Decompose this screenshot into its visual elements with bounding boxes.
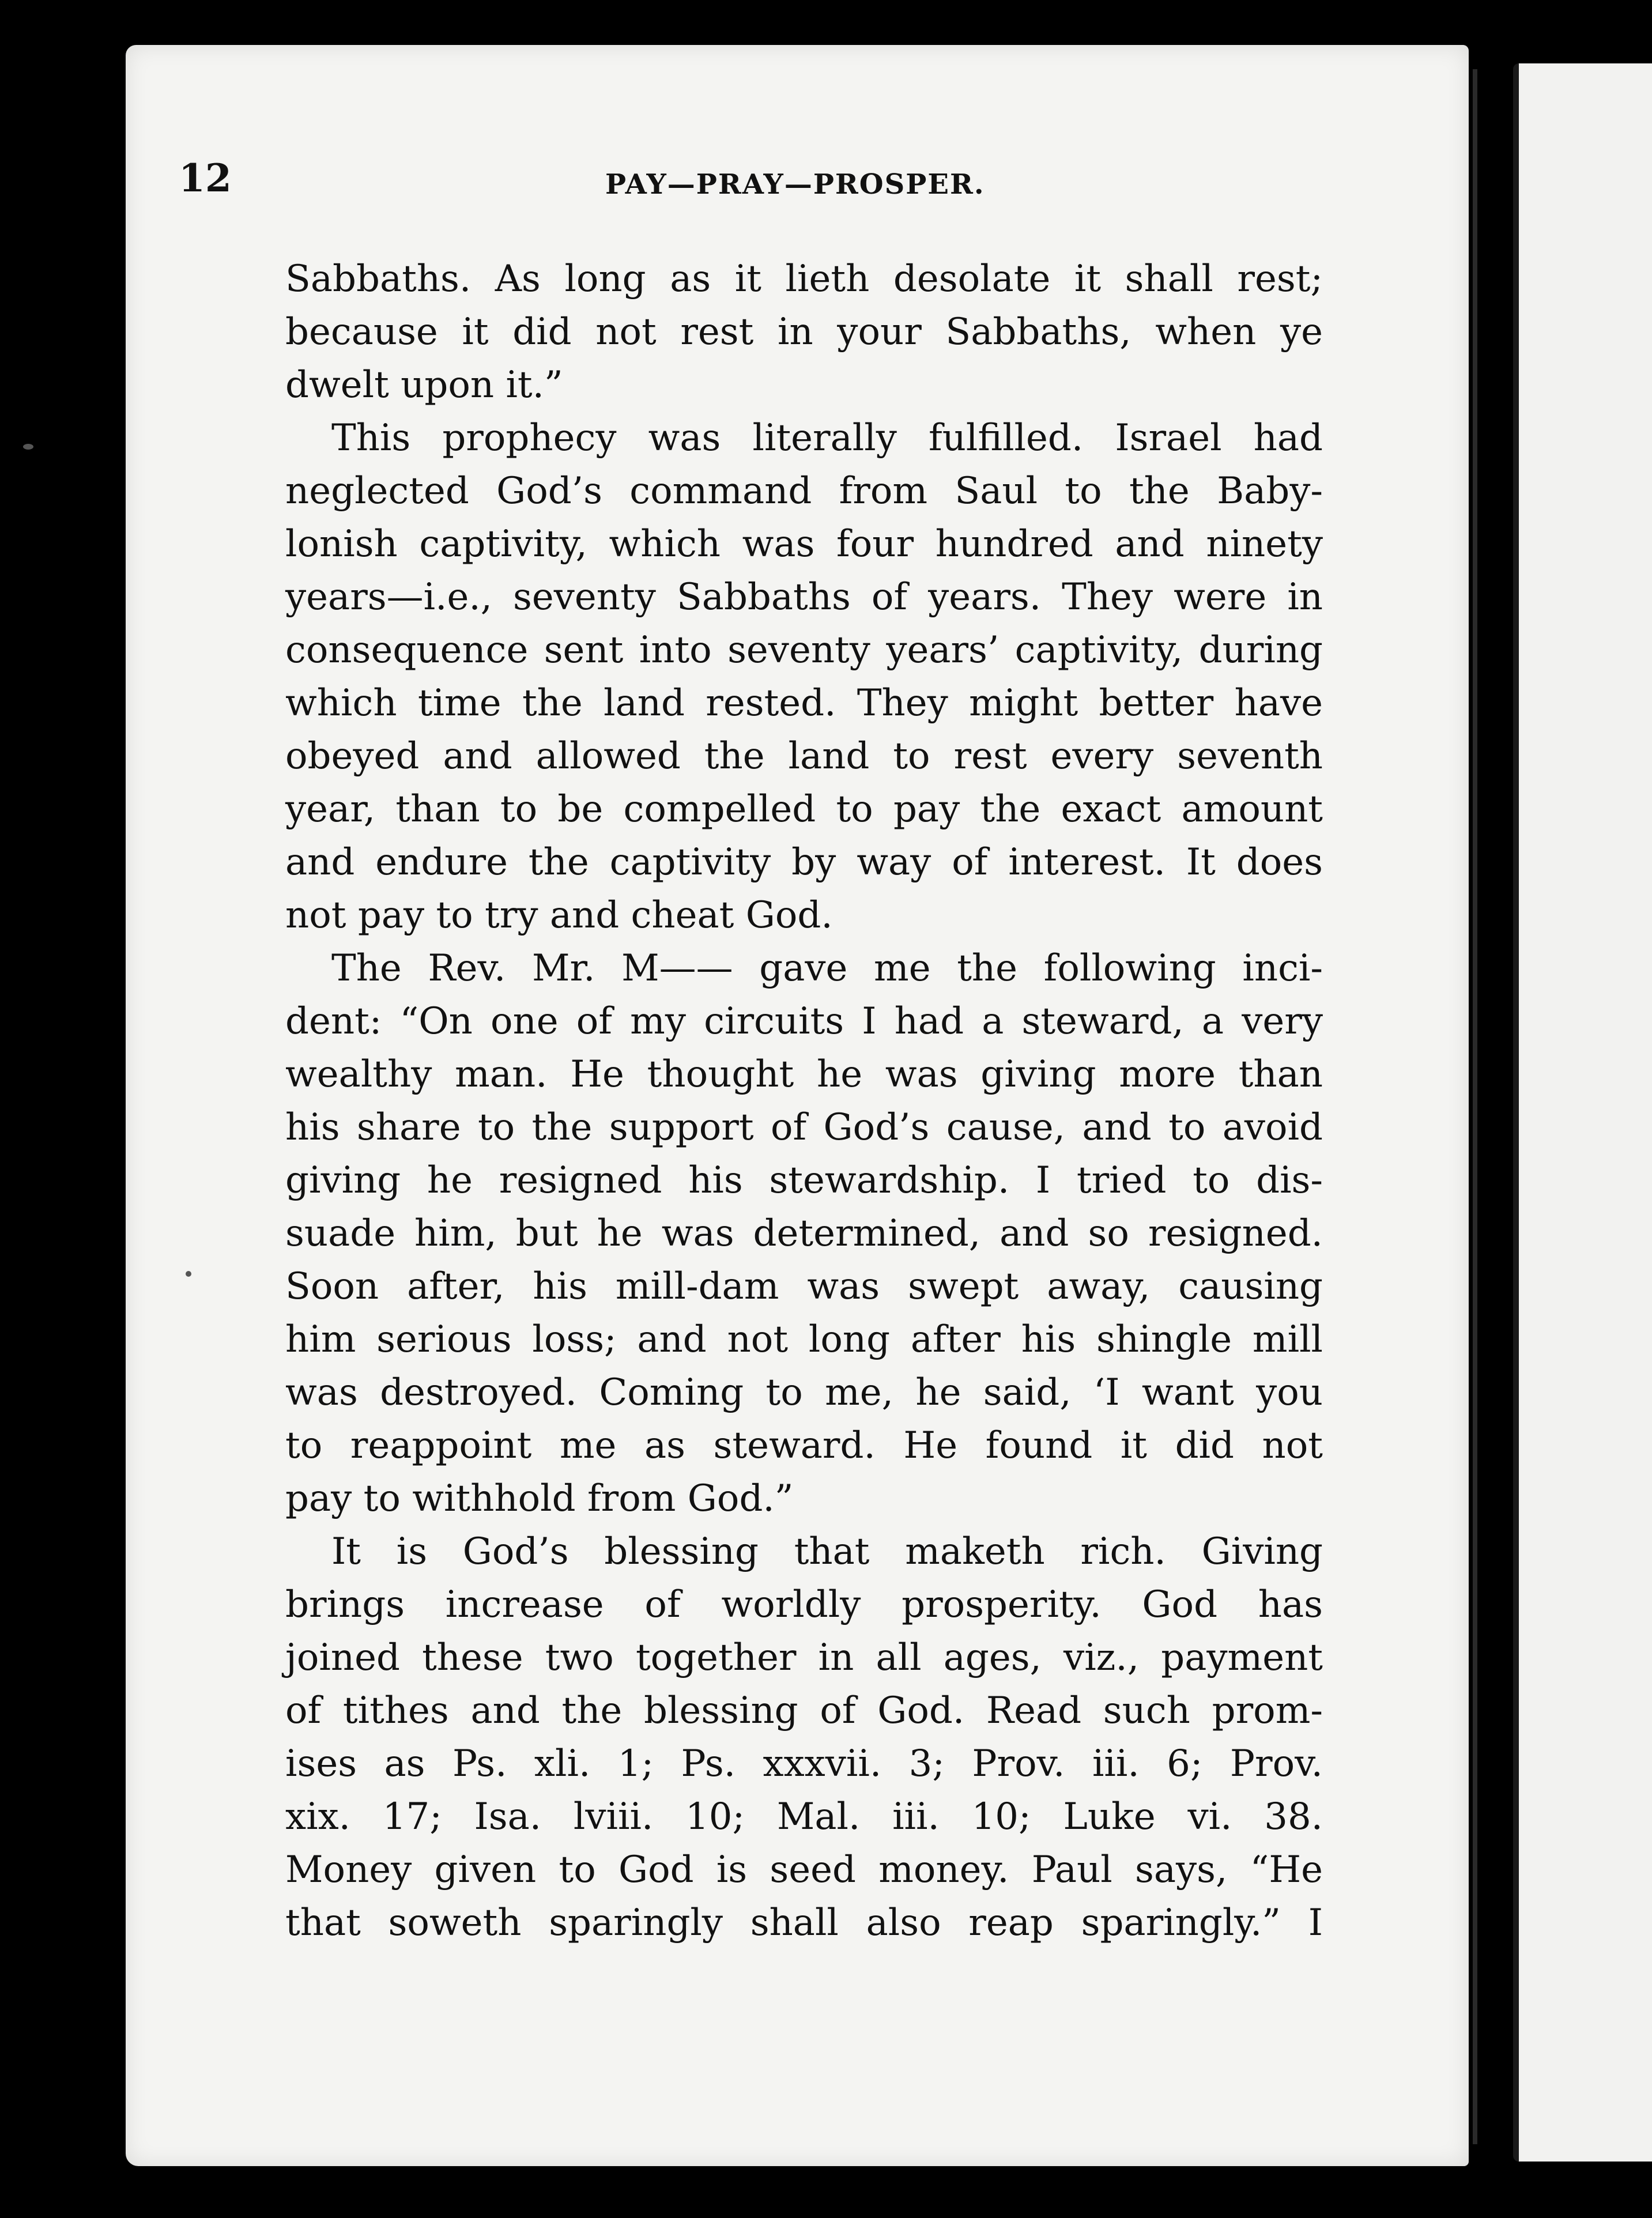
text-line: wealthy man. He thought he was giving more than [285, 1053, 1323, 1096]
text-line: consequence sent into seventy years’ captivity, during [285, 629, 1323, 672]
text-line: Sabbaths. As long as it lieth desolate it shall rest; [285, 258, 1323, 300]
text-line: which time the land rested. They might better have [285, 682, 1323, 725]
text-line: neglected God’s command from Saul to the Baby- [285, 470, 1323, 512]
paragraph [285, 1525, 1323, 1949]
text-line: Money given to God is seed money. Paul says, “He [285, 1849, 1323, 1891]
text-line: giving he resigned his stewardship. I tried to dis- [285, 1159, 1323, 1202]
text-line: It is God’s blessing that maketh rich. Giving [331, 1530, 1323, 1573]
text-line: was destroyed. Coming to me, he said, ‘I want you [285, 1371, 1323, 1414]
text-line: xix. 17; Isa. lviii. 10; Mal. iii. 10; Luke vi. 38. [285, 1795, 1323, 1838]
paragraph [285, 942, 1323, 1525]
text-line: of tithes and the blessing of God. Read such prom- [285, 1689, 1323, 1732]
text-line: joined these two together in all ages, viz., payment [285, 1636, 1323, 1679]
text-line: to reappoint me as steward. He found it did not [285, 1424, 1323, 1467]
text-line: suade him, but he was determined, and so resigned. [285, 1212, 1323, 1255]
page-number: 12 [179, 156, 232, 201]
text-line: obeyed and allowed the land to rest every seventh [285, 735, 1323, 778]
scan-speck [23, 444, 33, 450]
text-line: his share to the support of God’s cause, and to avoid [285, 1106, 1323, 1149]
running-title: PAY—PRAY—PROSPER. [605, 168, 985, 201]
text-line: pay to withhold from God.” [285, 1477, 794, 1520]
text-line: year, than to be compelled to pay the exact amount [285, 788, 1323, 831]
text-line: lonish captivity, which was four hundred and ninety [285, 523, 1323, 565]
text-line: not pay to try and cheat God. [285, 894, 833, 937]
paragraph [285, 252, 1323, 412]
text-line: years—i.e., seventy Sabbaths of years. They were in [285, 576, 1323, 618]
text-line: ises as Ps. xli. 1; Ps. xxxvii. 3; Prov. iii. 6; Prov. [285, 1742, 1323, 1785]
body-text [285, 252, 1323, 1949]
text-line: that soweth sparingly shall also reap sparingly.” I [285, 1902, 1323, 1944]
text-line: The Rev. Mr. M—— gave me the following inci- [331, 947, 1323, 990]
text-line: dent: “On one of my circuits I had a steward, a very [285, 1000, 1323, 1043]
paragraph [285, 412, 1323, 942]
text-line: and endure the captivity by way of interest. It does [285, 841, 1323, 884]
text-line: him serious loss; and not long after his shingle mill [285, 1318, 1323, 1361]
next-page-edge [1513, 63, 1652, 2162]
text-line: Soon after, his mill-dam was swept away, causing [285, 1265, 1323, 1308]
text-line: dwelt upon it.” [285, 364, 563, 406]
text-line: because it did not rest in your Sabbaths, when ye [285, 311, 1323, 353]
page-gutter [1473, 69, 1477, 2144]
scan-speck [186, 1271, 191, 1277]
page-header [179, 156, 1043, 219]
text-line: brings increase of worldly prosperity. God has [285, 1583, 1323, 1626]
text-line: This prophecy was literally fulfilled. Israel had [331, 417, 1323, 459]
